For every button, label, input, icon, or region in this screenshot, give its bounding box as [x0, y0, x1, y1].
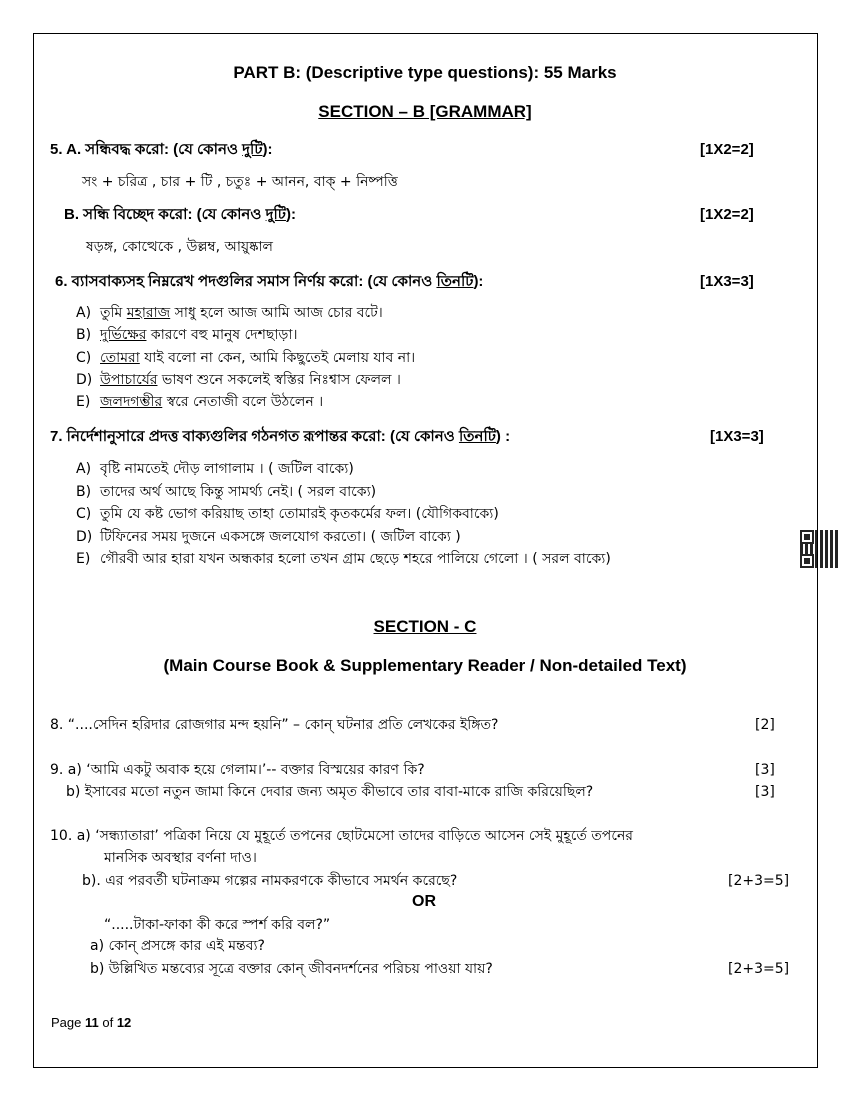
q9a-text: 9. a) ‘আমি একটু অবাক হয়ে গেলাম।’-- বক্তার বিস্ময়ের কারণ কি?	[50, 762, 425, 778]
q5a-marks: [1X2=2]	[700, 141, 754, 158]
q6-label: 6. ব্যাসবাক্যসহ নিম্নরেখ পদগুলির সমাস নির্ণয় করো: (যে কোনও	[55, 273, 437, 290]
page-footer	[51, 1014, 131, 1032]
q5b-end: ):	[285, 206, 296, 223]
item-post: স্বরে নেতাজী বলে উঠলেন ।	[162, 394, 324, 411]
item-key: E)	[76, 394, 91, 411]
footer-page-label: Page	[51, 1015, 85, 1030]
item-underlined: দুর্ভিক্ষের	[100, 327, 147, 344]
q7-underline: তিনটি	[458, 428, 496, 445]
item-underlined: উপাচার্যের	[100, 371, 158, 388]
q10b-text: b). এর পরবর্তী ঘটনাক্রম গল্পের নামকরণকে কীভাবে সমর্থন করেছে?	[82, 873, 458, 889]
q8-marks: [2]	[755, 717, 775, 733]
item-text: বৃষ্টি নামতেই দৌড় লাগালাম । ( জটিল বাক্যে)	[100, 461, 354, 477]
q5b-marks: [1X2=2]	[700, 206, 754, 223]
q10-or-b-marks: [2+3=5]	[728, 961, 790, 977]
item-underlined: জলদগম্ভীর	[100, 394, 163, 411]
q6-item	[76, 393, 323, 411]
item-key: D)	[76, 528, 93, 545]
q10a-line1: 10. a) ‘সন্ধ্যাতারা’ পত্রিকা নিয়ে যে মুহূর্তে তপনের ছোটমেসো তাদের বাড়িতে আসেন সেই মুহূর্তে তপনের	[50, 828, 633, 844]
q7-item	[76, 505, 499, 523]
q7-item	[76, 528, 461, 546]
item-underlined: তোমরা	[100, 349, 140, 366]
q6-item	[76, 304, 383, 322]
q10a-line2: মানসিক অবস্থার বর্ণনা দাও।	[104, 850, 257, 866]
q7-marks: [1X3=3]	[710, 428, 764, 445]
q9a-marks: [3]	[755, 762, 775, 778]
footer-of: of	[98, 1015, 117, 1030]
section-c-subtitle: (Main Course Book & Supplementary Reader / Non-detailed Text)	[163, 656, 687, 675]
q5b-underline: দুটি	[265, 206, 286, 223]
q6-heading	[55, 273, 483, 291]
or-label: OR	[412, 893, 436, 910]
item-key: C)	[76, 349, 92, 366]
q7-end: ) :	[495, 428, 511, 445]
q8-text: 8. “....সেদিন হরিদার রোজগার মন্দ হয়নি” – কোন্ ঘটনার প্রতি লেখকের ইঙ্গিত?	[50, 717, 499, 733]
section-b-text: SECTION – B [GRAMMAR]	[318, 102, 532, 121]
quote-text: “.....টাকা-ফাকা কী করে স্পর্শ করি বল?”	[104, 917, 331, 933]
q6-marks: [1X3=3]	[700, 273, 754, 290]
item-key: E)	[76, 551, 91, 567]
q5a-heading	[50, 141, 273, 159]
q6-end: ):	[473, 273, 484, 290]
item-text: তুমি যে কষ্ট ভোগ করিয়াছ তাহা তোমারই কৃতকর্মের ফল। (যৌগিকবাক্যে)	[100, 506, 499, 522]
item-underlined: মহারাজ	[126, 305, 171, 321]
q6-item	[76, 349, 415, 367]
item-text: গৌরবী আর হারা যখন অন্ধকার হলো তখন গ্রাম ছেড়ে শহরে পালিয়ে গেলো । ( সরল বাক্যে)	[100, 551, 611, 567]
item-post: যাই বলো না কেন, আমি কিছুতেই মেলায় যাব না।	[139, 349, 416, 366]
item-key: A)	[76, 461, 92, 477]
q5a-label: 5. A. সন্ধিবদ্ধ করো: (যে কোনও	[50, 141, 243, 158]
item-key: B)	[76, 327, 92, 344]
q6-underline: তিনটি	[436, 273, 474, 290]
section-b-heading	[0, 103, 850, 121]
q7-item	[76, 550, 611, 568]
q6-item	[76, 371, 401, 389]
q10b-marks: [2+3=5]	[728, 873, 790, 889]
q7-label: 7. নির্দেশানুসারে প্রদত্ত বাক্যগুলির গঠনগত রূপান্তর করো: (যে কোনও	[50, 428, 459, 445]
q10-or-a: a) কোন্ প্রসঙ্গে কার এই মন্তব্য?	[90, 938, 265, 954]
item-text: টিফিনের সময় দুজনে একসঙ্গে জলযোগ করতো। ( জটিল বাক্যে )	[100, 528, 461, 545]
footer-total-pages: 12	[116, 1015, 132, 1030]
item-post: ভাষণ শুনে সকলেই স্বস্তির নিঃশ্বাস ফেলল ।	[157, 371, 401, 388]
item-post: কারণে বহু মানুষ দেশছাড়া।	[146, 327, 298, 344]
q7-heading	[50, 428, 510, 446]
q5b-items: ষড়ঙ্গ, কোত্থেকে , উল্লম্ব, আয়ুষ্কাল	[86, 239, 273, 255]
q5a-end: ):	[262, 141, 273, 158]
item-text: তাদের অর্থ আছে কিন্তু সামর্থ্য নেই। ( সরল বাক্যে)	[100, 483, 377, 500]
item-key: D)	[76, 371, 93, 388]
q5b-label: B. সন্ধি বিচ্ছেদ করো: (যে কোনও	[64, 206, 266, 223]
item-key: B)	[76, 483, 92, 500]
q9b-text: b) ইসাবের মতো নতুন জামা কিনে দেবার জন্য অমৃত কীভাবে তার বাবা-মাকে রাজি করিয়েছিল?	[66, 784, 594, 800]
item-post: সাধু হলে আজ আমি আজ চোর বটে।	[170, 305, 383, 321]
q9b-marks: [3]	[755, 784, 775, 800]
q5b-heading	[64, 206, 296, 224]
section-c-heading	[0, 618, 850, 636]
q6-item	[76, 326, 297, 344]
q5a-underline: দুটি	[242, 141, 263, 158]
item-key: A)	[76, 305, 92, 321]
q7-item	[76, 483, 376, 501]
q10-or-b: b) উল্লিখিত মন্তব্যের সূত্রে বক্তার কোন্ জীবনদর্শনের পরিচয় পাওয়া যায়?	[90, 961, 493, 977]
q7-item	[76, 460, 354, 478]
section-c-text: SECTION - C	[373, 617, 477, 636]
q5a-items: সং + চরিত্র , চার + টি , চতুঃ + আনন, বাক্ + নিষ্পত্তি	[82, 174, 398, 190]
part-title: PART B: (Descriptive type questions): 55 Marks	[233, 63, 617, 82]
item-pre: তুমি	[100, 305, 127, 321]
footer-current-page: 11	[84, 1015, 99, 1030]
qr-code-icon	[800, 530, 838, 568]
item-key: C)	[76, 506, 92, 522]
